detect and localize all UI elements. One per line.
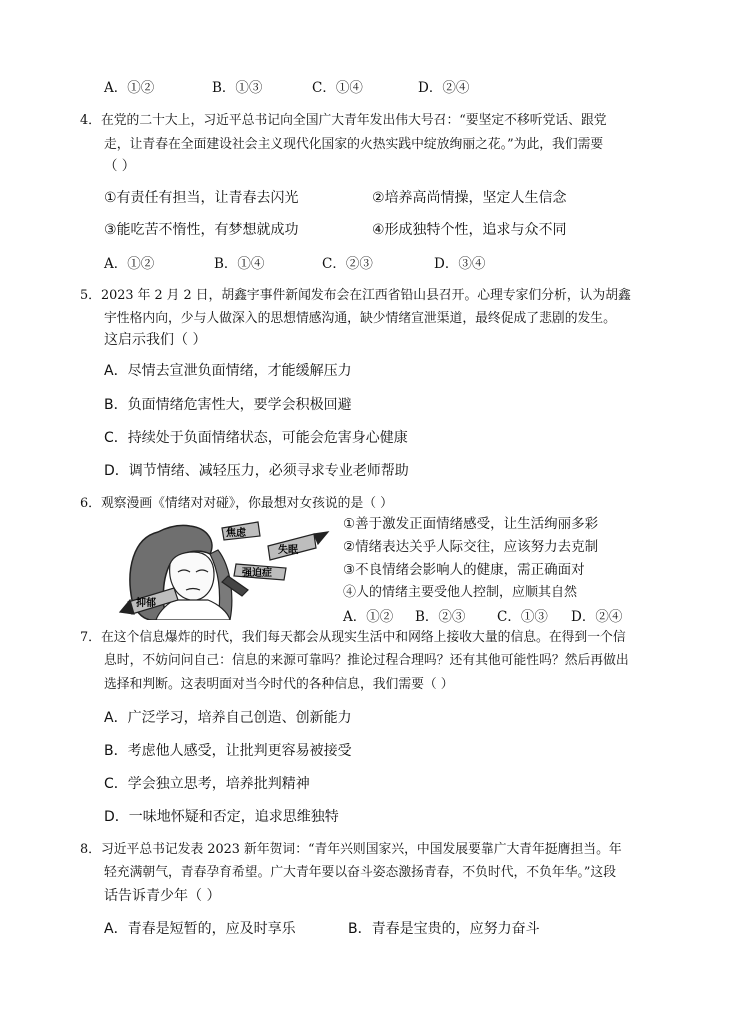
q3-option-d[interactable]: D．②④ [418,80,470,96]
q4-stem-line3: （ ） [104,158,136,174]
label-depression: 抑郁 [136,598,156,609]
q7-stem-line2: 息时，不妨问问自己：信息的来源可靠吗？推论过程合理吗？还有其他可能性吗？然后再做出 [104,653,629,668]
q7-stem-line1: 7．在这个信息爆炸的时代，我们每天都会从现实生活中和网络上接收大量的信息。在得到一个信 [80,630,626,645]
q5-option-d[interactable]: D．调节情绪、减轻压力，必须寻求专业老师帮助 [104,463,409,479]
q7-stem-line3: 选择和判断。这表明面对当今时代的各种信息，我们需要（ ） [104,677,454,692]
q6-item-2: ②情绪表达关乎人际交往，应该努力去克制 [343,539,599,555]
q5-option-b[interactable]: B．负面情绪危害性大，要学会积极回避 [104,397,352,413]
label-anxiety: 焦虑 [226,528,246,539]
q6-option-a[interactable]: A．①② [343,609,394,625]
q7-option-d[interactable]: D．一味地怀疑和否定，追求思维独特 [104,809,339,825]
q6-item-1: ①善于激发正面情绪感受，让生活绚丽多彩 [343,516,599,532]
q4-option-d[interactable]: D．③④ [434,256,486,272]
q6-options [343,607,622,627]
q4-item-2: ②培养高尚情操，坚定人生信念 [372,190,567,206]
q3-option-a[interactable]: A．①② [104,80,155,96]
q3-option-c[interactable]: C．①④ [312,80,363,96]
q8-stem-line3: 话告诉青少年（ ） [104,888,221,904]
q8-option-a[interactable]: A．青春是短暂的，应及时享乐 [104,921,296,937]
q5-option-a[interactable]: A．尽情去宣泄负面情绪，才能缓解压力 [104,363,352,379]
cartoon-girl-illustration [118,520,333,620]
q6-stem: 6．观察漫画《情绪对对碰》，你最想对女孩说的是（ ） [80,496,393,511]
q7-option-b[interactable]: B．考虑他人感受，让批判更容易被接受 [104,743,352,759]
q7-option-a[interactable]: A．广泛学习，培养自己创造、创新能力 [104,710,352,726]
q3-option-b[interactable]: B．①③ [212,80,263,96]
q6-item-4: ④人的情绪主要受他人控制，应顺其自然 [343,585,578,600]
q8-stem-line1: 8．习近平总书记发表 2023 新年贺词：“青年兴则国家兴，中国发展要靠广大青年挺膺担当。年 [80,842,622,857]
q5-stem-line2: 宇性格内向，少与人做深入的思想情感沟通，缺少情绪宣泄渠道，最终促成了悲剧的发生。 [104,311,616,326]
q6-item-3: ③不良情绪会影响人的健康，需正确面对 [343,562,585,578]
q4-item-4: ④形成独特个性，追求与众不同 [372,222,567,238]
q5-option-c[interactable]: C．持续处于负面情绪状态，可能会危害身心健康 [104,430,408,446]
q4-option-b[interactable]: B．①④ [214,256,265,272]
q4-option-c[interactable]: C．②③ [322,256,373,272]
q5-stem-line3: 这启示我们（ ） [104,332,207,348]
q6-option-c[interactable]: C．①③ [497,609,548,625]
q8-option-b[interactable]: B．青春是宝贵的，应努力奋斗 [348,921,540,937]
q7-option-c[interactable]: C．学会独立思考，培养批判精神 [104,776,310,792]
label-ocd: 强迫症 [242,568,272,579]
q6-cartoon [118,520,333,620]
q4-stem-line2: 走，让青春在全面建设社会主义现代化国家的火热实践中绽放绚丽之花。”为此，我们需要 [104,137,604,152]
q4-options [104,254,485,274]
q3-options [104,78,469,98]
q6-option-d[interactable]: D．②④ [571,609,623,625]
q4-item-1: ①有责任有担当，让青春去闪光 [104,190,299,206]
q4-stem-line1: 4．在党的二十大上，习近平总书记向全国广大青年发出伟大号召：“要坚定不移听党话、跟党 [80,113,607,128]
q4-option-a[interactable]: A．①② [104,256,155,272]
q5-stem-line1: 5．2023 年 2 月 2 日，胡鑫宇事件新闻发布会在江西省铅山县召开。心理专家们分析，认为胡鑫 [80,288,631,303]
q6-option-b[interactable]: B．②③ [415,609,466,625]
q8-stem-line2: 轻充满朝气，青春孕育希望。广大青年要以奋斗姿态激扬青春，不负时代，不负年华。”这段 [104,865,617,880]
label-insomnia: 失眠 [278,545,298,556]
q4-item-3: ③能吃苦不惰性，有梦想就成功 [104,222,299,238]
